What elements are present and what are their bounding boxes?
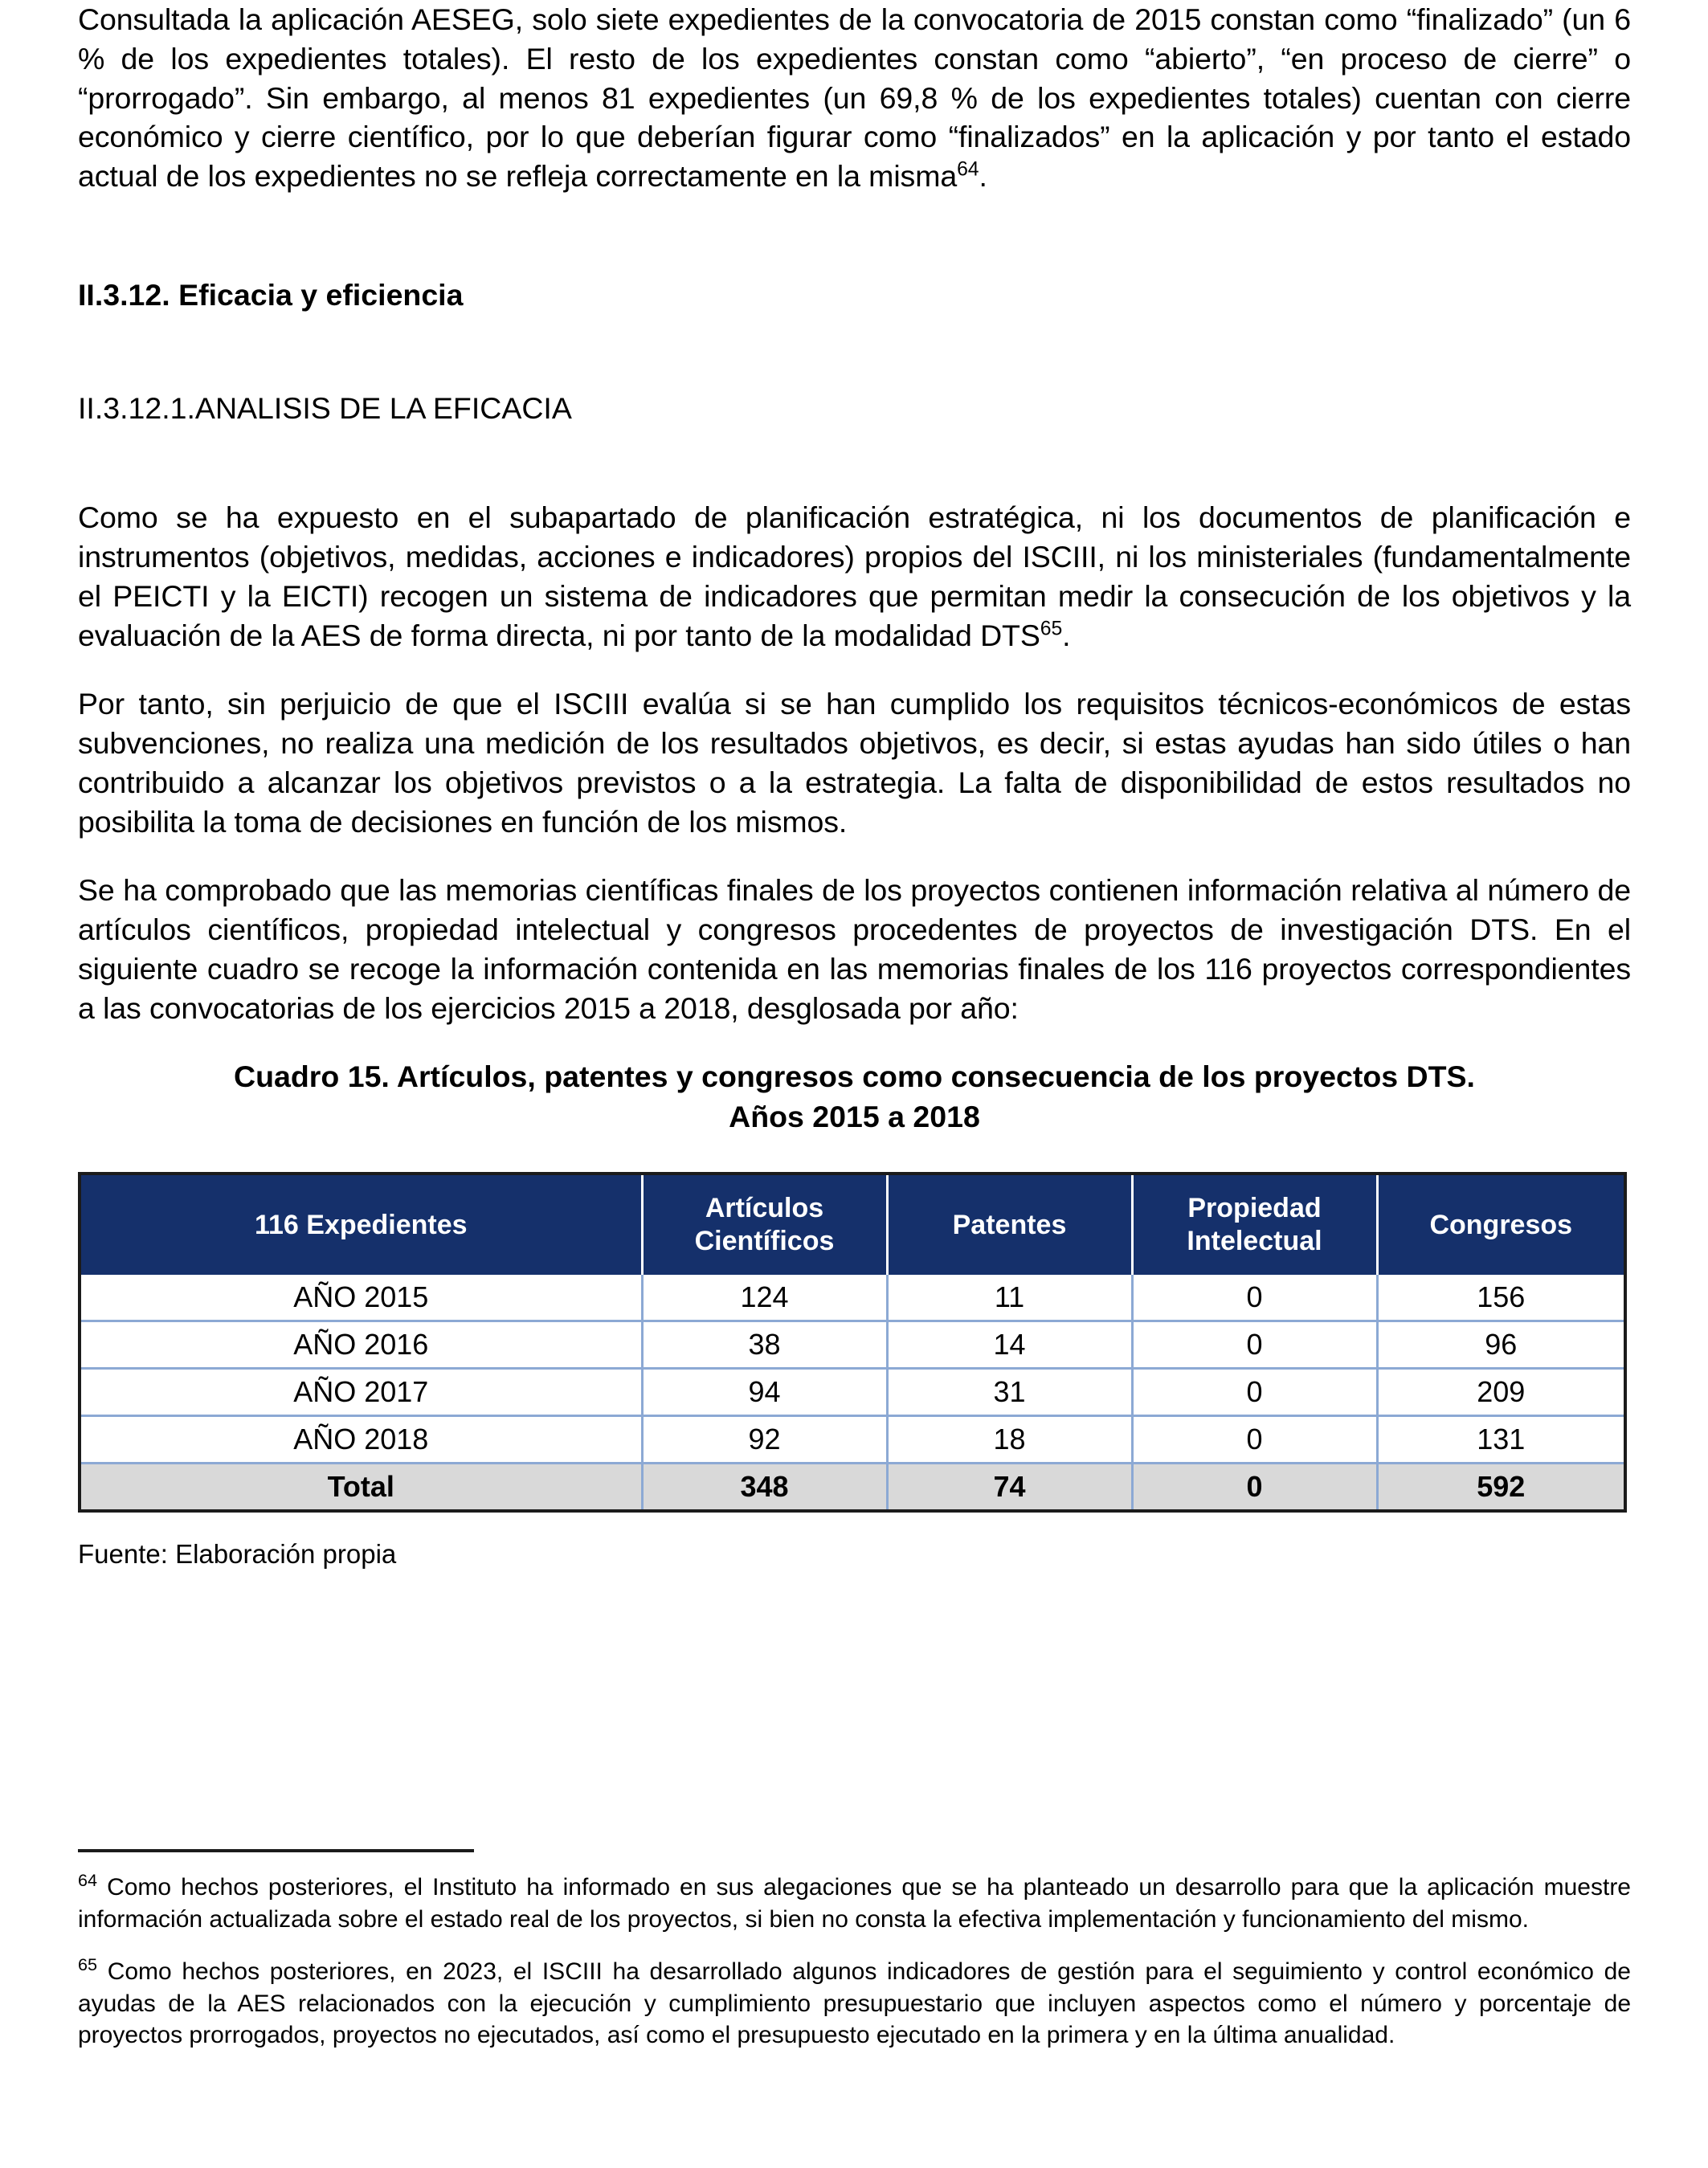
- paragraph-3: Por tanto, sin perjuicio de que el ISCIII evalúa si se han cumplido los requisitos técnicos-económicos de estas subvenciones, no realiza una medición de los resultados objetivos, es decir, si estas ayudas han sido útiles o han contribuido a alcanzar los objetivos previstos o a la estrategia. La falta de disponibilidad de estos resultados no posibilita la toma de decisiones en función de los mismos.: [78, 687, 1631, 839]
- footnote-65-marker: 65: [78, 1954, 98, 1975]
- paragraph-2-tail: .: [1062, 618, 1071, 652]
- footnote-65: [78, 1956, 1631, 2052]
- footnote-64-text: Como hechos posteriores, el Instituto ha informado en sus alegaciones que se ha planteado un desarrollo para que la aplicación muestre información actualizada sobre el estado real de los proyectos, si bien no consta la efectiva implementación y funcionamiento del mismo.: [78, 1874, 1631, 1933]
- row-label: AÑO 2015: [80, 1275, 642, 1321]
- table-total-row: [80, 1464, 1625, 1512]
- total-propiedad: 0: [1132, 1464, 1377, 1512]
- table-header-row: [80, 1174, 1625, 1275]
- cell-patentes: 31: [887, 1369, 1132, 1416]
- row-label: AÑO 2016: [80, 1321, 642, 1369]
- col-header-propiedad-line-1: Propiedad: [1187, 1192, 1322, 1223]
- cell-propiedad: 0: [1132, 1416, 1377, 1464]
- footnote-64: [78, 1872, 1631, 1935]
- table-head: [80, 1174, 1625, 1275]
- cell-patentes: 18: [887, 1416, 1132, 1464]
- cell-congresos: 96: [1377, 1321, 1625, 1369]
- cell-articulos: 38: [642, 1321, 887, 1369]
- col-header-congresos: [1377, 1174, 1625, 1275]
- total-congresos: 592: [1377, 1464, 1625, 1512]
- cell-congresos: 209: [1377, 1369, 1625, 1416]
- paragraph-4: Se ha comprobado que las memorias científicas finales de los proyectos contienen información relativa al número de artículos científicos, propiedad intelectual y congresos procedentes de proyectos de investigación DTS. En el siguiente cuadro se recoge la información contenida en las memorias finales de los 116 proyectos correspondientes a las convocatorias de los ejercicios 2015 a 2018, desglosada por año:: [78, 873, 1631, 1025]
- col-header-expedientes-label: 116 Expedientes: [254, 1209, 468, 1240]
- cell-patentes: 14: [887, 1321, 1132, 1369]
- col-header-articulos-line-1: Artículos: [705, 1192, 824, 1223]
- cell-propiedad: 0: [1132, 1321, 1377, 1369]
- table-row: [80, 1369, 1625, 1416]
- col-header-articulos-cientificos: [642, 1174, 887, 1275]
- cell-articulos: 92: [642, 1416, 887, 1464]
- cell-congresos: 131: [1377, 1416, 1625, 1464]
- col-header-patentes-label: Patentes: [952, 1209, 1067, 1240]
- total-label: Total: [80, 1464, 642, 1512]
- footnote-ref-65: 65: [1040, 618, 1063, 639]
- total-articulos: 348: [642, 1464, 887, 1512]
- table-caption-line-1: Cuadro 15. Artículos, patentes y congresos como consecuencia de los proyectos DTS.: [234, 1060, 1475, 1094]
- paragraph-1-tail: .: [979, 159, 987, 193]
- spacer-before-heading: [78, 226, 1631, 276]
- spacer-after-heading-2: [78, 315, 1631, 389]
- row-label: AÑO 2017: [80, 1369, 642, 1416]
- spacer-after-heading-3: [78, 427, 1631, 498]
- section-heading-ii-3-12-1: II.3.12.1.ANALISIS DE LA EFICACIA: [78, 390, 572, 425]
- cell-congresos: 156: [1377, 1275, 1625, 1321]
- page-content: [78, 0, 1631, 1572]
- section-heading-ii-3-12: II.3.12. Eficacia y eficiencia: [78, 277, 464, 312]
- paragraph-1-text: Consultada la aplicación AESEG, solo siete expedientes de la convocatoria de 2015 constan como “finalizado” (un 6 % de los expedientes totales). El resto de los expedientes constan como “abierto”, “en proceso de cierre” o “prorrogado”. Sin embargo, al menos 81 expedientes (un 69,8 % de los expedientes totales) cuentan con cierre económico y cierre científico, por lo que deberían figurar como “finalizados” en la aplicación y por tanto el estado actual de los expedientes no se refleja correctamente en la misma: [78, 2, 1631, 193]
- footnotes-section: [78, 1849, 1631, 2052]
- total-patentes: 74: [887, 1464, 1132, 1512]
- table-source-note: Fuente: Elaboración propia: [78, 1539, 397, 1570]
- paragraph-1: [78, 0, 1631, 196]
- col-header-patentes: [887, 1174, 1132, 1275]
- col-header-congresos-label: Congresos: [1429, 1209, 1573, 1240]
- footnote-65-text: Como hechos posteriores, en 2023, el ISCIII ha desarrollado algunos indicadores de gestión para el seguimiento y control económico de ayudas de la AES relacionados con la ejecución y cumplimiento presupuestario que incluyen aspectos como el número y porcentaje de proyectos prorrogados, proyectos no ejecutados, así como el presupuesto ejecutado en la primera y en la última anualidad.: [78, 1958, 1631, 2049]
- footnote-separator: [78, 1849, 474, 1852]
- cell-patentes: 11: [887, 1275, 1132, 1321]
- paragraph-2-text: Como se ha expuesto en el subapartado de planificación estratégica, ni los documentos de planificación e instrumentos (objetivos, medidas, acciones e indicadores) propios del ISCIII, ni los ministeriales (fundamentalmente el PEICTI y la EICTI) recogen un sistema de indicadores que permitan medir la consecución de los objetivos y la evaluación de la AES de forma directa, ni por tanto de la modalidad DTS: [78, 500, 1631, 652]
- col-header-propiedad-intelectual: [1132, 1174, 1377, 1275]
- table-row: [80, 1321, 1625, 1369]
- row-label: AÑO 2018: [80, 1416, 642, 1464]
- table-body: [80, 1275, 1625, 1511]
- cell-articulos: 94: [642, 1369, 887, 1416]
- col-header-articulos-line-2: Científicos: [694, 1226, 835, 1257]
- col-header-propiedad-line-2: Intelectual: [1187, 1226, 1322, 1257]
- cell-propiedad: 0: [1132, 1275, 1377, 1321]
- footnote-64-marker: 64: [78, 1870, 98, 1890]
- cell-articulos: 124: [642, 1275, 887, 1321]
- footnote-ref-64: 64: [957, 158, 979, 181]
- table-caption: [78, 1057, 1631, 1137]
- table-caption-line-2: Años 2015 a 2018: [729, 1099, 980, 1133]
- cuadro-15-table: [78, 1172, 1627, 1513]
- cell-propiedad: 0: [1132, 1369, 1377, 1416]
- paragraph-2: [78, 498, 1631, 655]
- table-row: [80, 1275, 1625, 1321]
- col-header-expedientes: [80, 1174, 642, 1275]
- table-row: [80, 1416, 1625, 1464]
